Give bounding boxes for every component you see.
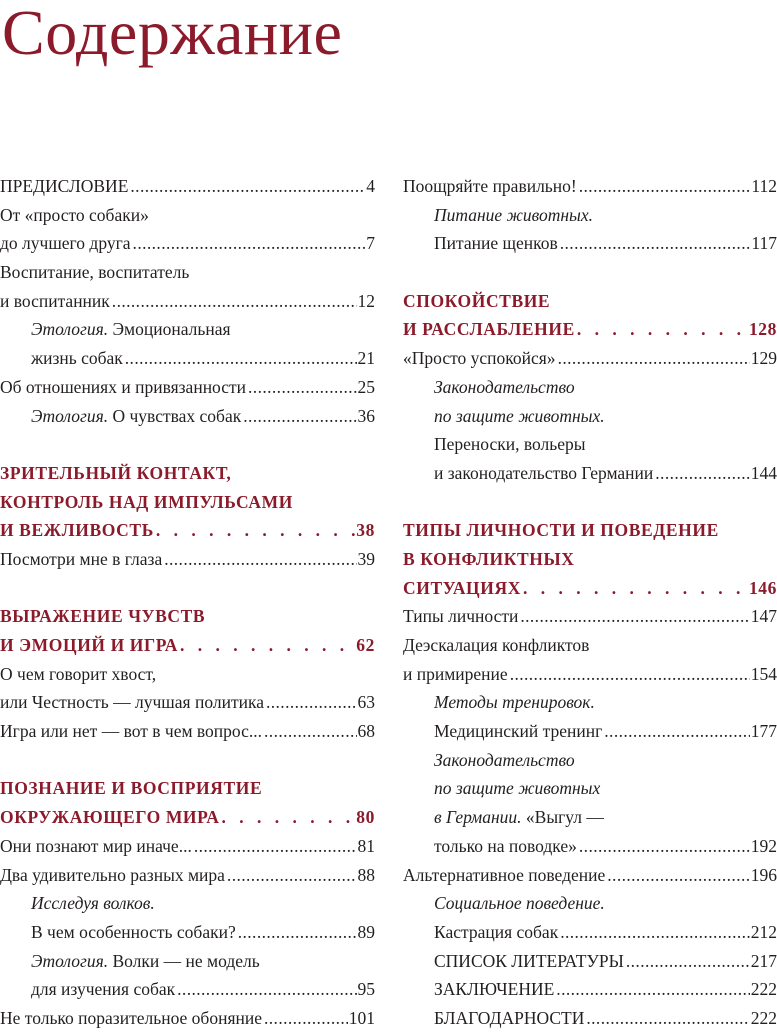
toc-left-column [0,172,375,1033]
toc-entry-label [434,201,593,230]
toc-entry-label [0,373,246,402]
toc-entry-italic-label: Питание животных. [434,204,594,225]
toc-entry-italic-label: Исследуя волков. [31,893,155,914]
toc-entry-italic-label: Законодательство [434,376,575,397]
toc-entry-text: Воспитание, воспитатель [0,262,190,283]
toc-entry[interactable] [0,918,375,947]
toc-entry-text: И ЭМОЦИЙ И ИГРА [0,635,179,655]
toc-section-heading[interactable] [403,315,777,344]
toc-entry-label [0,258,189,287]
toc-leader-dots [227,861,357,890]
toc-leader-dots [248,373,356,402]
toc-entry-text: «Выгул — [521,807,604,828]
toc-entry-text: ПРЕДИСЛОВИЕ [0,176,129,196]
toc-entry-italic-label: Этология. [31,950,109,971]
toc-page-number: 39 [357,548,375,569]
toc-entry-text: Игра или нет — вот в чем вопрос... [0,721,263,742]
toc-entry [403,373,777,402]
toc-page-number: 144 [750,462,777,483]
toc-entry [0,315,375,344]
toc-leader-dots [112,287,357,316]
toc-section-heading [403,545,777,574]
toc-entry[interactable] [403,918,777,947]
toc-section-heading [0,774,375,803]
toc-entry-text: Деэскалация конфликтов [403,635,590,655]
toc-entry-label [0,229,131,258]
toc-entry-text: ОКРУЖАЮЩЕГО МИРА [0,807,220,828]
toc-entry-text: Два удивительно разных мира [0,864,225,885]
toc-page-number: 89 [357,921,375,942]
toc-entry-italic-label: по защите животных. [434,405,605,426]
toc-entry-label [403,660,508,689]
toc-entry [0,947,375,976]
toc-entry-italic-label: по защите животных [434,778,601,799]
toc-entry-text: КОНТРОЛЬ НАД ИМПУЛЬСАМИ [0,491,293,512]
toc-entry [403,430,777,459]
toc-entry-label [0,1004,262,1033]
toc-entry-label [31,975,175,1004]
toc-leader-dots [125,344,357,373]
toc-page-number: 63 [357,692,375,713]
toc-leader-dots [194,832,357,861]
toc-section-heading [403,287,777,316]
toc-entry-label [434,402,605,431]
toc-leader-dots [579,832,750,861]
toc-entry-text: и законодательство Германии [434,462,654,483]
toc-entry-label [434,688,595,717]
toc-right-column [403,172,777,1033]
toc-leader-dots [164,545,356,574]
toc-entry-label [434,774,600,803]
toc-entry[interactable] [403,229,777,258]
toc-entry[interactable] [0,975,375,1004]
toc-entry-label [434,459,653,488]
toc-leader-dots [177,975,356,1004]
toc-entry-label [0,516,154,545]
toc-page-number: 95 [357,979,375,1000]
toc-entry[interactable] [403,602,777,631]
toc-entry-label [31,889,155,918]
toc-entry-text: Поощряйте правильно! [403,176,577,196]
toc-entry-label [0,201,149,230]
toc-leader-dots [243,402,356,431]
toc-entry [403,688,777,717]
toc-leader-dots [133,229,366,258]
toc-entry-label [434,947,624,976]
toc-leader-dots [556,975,749,1004]
toc-page-number: 154 [750,663,777,684]
toc-entry-text: «Просто успокойся» [403,348,556,369]
toc-entry-label [434,1004,584,1033]
toc-leader-dots [180,631,355,660]
toc-entry-text: И ВЕЖЛИВОСТЬ [0,520,154,541]
toc-entry-text: От «просто собаки» [0,204,149,225]
toc-entry [403,889,777,918]
toc-entry-text: ПОЗНАНИЕ И ВОСПРИЯТИЕ [0,778,263,799]
toc-entry-text: О чем говорит хвост, [0,663,157,684]
toc-section-heading [0,602,375,631]
toc-entry-text: ТИПЫ ЛИЧНОСТИ И ПОВЕДЕНИЕ [403,520,719,541]
toc-entry-label [403,172,577,201]
toc-spacer [0,746,375,775]
toc-entry-italic-label: Этология. [31,319,109,340]
toc-entry-label [434,373,575,402]
toc-entry-label [434,832,577,861]
toc-page-number: 25 [357,376,375,397]
toc-entry-label [403,574,521,603]
toc-entry-text: Не только поразительное обоняние [0,1007,262,1028]
toc-page-number: 217 [750,950,777,971]
toc-entry-label [31,402,241,431]
toc-entry-label [0,660,156,689]
toc-entry-italic-label: Методы тренировок. [434,692,595,713]
toc-leader-dots [510,660,750,689]
toc-page-number: 68 [357,721,375,742]
toc-page-number: 88 [357,864,375,885]
toc-page-number: 62 [356,635,375,655]
toc-entry-text: и воспитанник [0,290,110,311]
toc-section-heading[interactable] [0,516,375,545]
toc-leader-dots [586,1004,749,1033]
toc-entry-label [0,717,262,746]
toc-entry [403,803,777,832]
toc-entry-label [0,631,178,660]
toc-section-heading[interactable] [0,631,375,660]
toc-leader-dots [604,717,749,746]
toc-entry [0,889,375,918]
toc-entry-italic-label: Законодательство [434,749,575,770]
toc-entry[interactable] [403,660,777,689]
toc-entry[interactable] [403,1004,777,1033]
toc-leader-dots [655,459,749,488]
toc-entry [0,660,375,689]
toc-entry[interactable] [403,832,777,861]
toc-page-number: 112 [751,176,777,196]
toc-entry[interactable] [403,344,777,373]
toc-entry [403,631,777,660]
toc-entry-text: Об отношениях и привязанности [0,376,247,397]
toc-entry-label [403,287,550,316]
toc-entry[interactable] [403,861,777,890]
toc-page-number: 192 [750,835,777,856]
toc-entry-label [403,631,589,660]
toc-entry[interactable] [0,344,375,373]
toc-page-number: 177 [750,721,777,742]
toc-section-heading [0,459,375,488]
toc-entry-text: жизнь собак [31,348,123,369]
toc-leader-dots [264,717,356,746]
toc-leader-dots [523,574,748,603]
toc-entry[interactable] [0,717,375,746]
toc-leader-dots [264,1004,348,1033]
toc-entry [0,201,375,230]
toc-entry-label [434,746,575,775]
toc-page-number: 80 [356,807,375,828]
toc-entry-label [31,918,236,947]
toc-entry-label [0,832,192,861]
toc-entry-text: БЛАГОДАРНОСТИ [434,1007,585,1028]
toc-entry-text: Питание щенков [434,233,558,254]
toc-entry[interactable] [0,1004,375,1033]
toc-entry-text: Посмотри мне в глаза [0,548,163,569]
toc-page-number: 129 [750,348,777,369]
toc-entry-label [0,861,225,890]
toc-entry-text: для изучения собак [31,979,176,1000]
toc-entry-italic-label: Социальное поведение. [434,893,605,914]
toc-leader-dots [221,803,355,832]
toc-spacer [0,430,375,459]
toc-page-number: 12 [357,290,375,311]
toc-entry[interactable] [403,172,777,201]
toc-entry-label [403,602,518,631]
toc-page-number: 101 [348,1007,375,1028]
toc-entry-text: и примирение [403,663,508,684]
toc-entry-label [434,229,558,258]
toc-entry-italic-label: Этология. [31,405,109,426]
toc-entry-text: Типы личности [403,606,519,627]
toc-entry-text: Эмоциональная [108,319,231,340]
toc-entry-text: Кастрация собак [434,921,559,942]
toc-page-number: 117 [751,233,777,254]
toc-page-number: 222 [750,979,777,1000]
toc-entry [403,774,777,803]
toc-entry-label [0,688,264,717]
toc-entry-text: СПОКОЙСТВИЕ [403,290,551,311]
toc-leader-dots [558,344,750,373]
toc-page-number: 128 [748,319,777,340]
toc-entry-text: ЗРИТЕЛЬНЫЙ КОНТАКТ, [0,462,232,483]
toc-entry[interactable] [0,832,375,861]
toc-entry-label [403,545,575,574]
toc-entry [403,201,777,230]
toc-page-number: 21 [357,348,375,369]
toc-entry[interactable] [0,229,375,258]
toc-page-number: 212 [750,921,777,942]
toc-entry-label [403,516,719,545]
toc-entry-label [434,430,586,459]
toc-leader-dots [266,688,357,717]
toc-spacer [0,574,375,603]
toc-entry-label [0,172,128,201]
toc-entry-label [31,315,231,344]
toc-entry-text: Переноски, вольеры [434,434,586,455]
toc-leader-dots [520,602,749,631]
toc-entry-text: или Честность — лучшая политика [0,692,264,713]
toc-entry-label [0,488,293,517]
toc-entry-text: СИТУАЦИЯХ [403,577,521,598]
toc-entry-label [403,861,605,890]
toc-entry-label [434,918,558,947]
toc-page-number: 36 [357,405,375,426]
toc-leader-dots [560,229,751,258]
toc-entry[interactable] [403,717,777,746]
toc-entry [403,402,777,431]
toc-entry-label [434,975,554,1004]
toc-entry-text: Альтернативное поведение [403,864,606,885]
toc-leader-dots [238,918,357,947]
toc-leader-dots [156,516,355,545]
toc-entry-text: до лучшего друга [0,233,131,254]
toc-entry-label [0,287,110,316]
toc-entry-italic-label: в Германии. [434,807,522,828]
toc-spacer [403,258,777,287]
toc-leader-dots [607,861,749,890]
toc-entry[interactable] [0,172,375,201]
toc-entry-label [0,545,162,574]
toc-entry[interactable] [0,287,375,316]
toc-page-number: 146 [748,577,777,598]
toc-entry-label [31,344,123,373]
toc-entry-text: В КОНФЛИКТНЫХ [403,548,575,569]
toc-entry-label [31,947,260,976]
toc-entry [0,258,375,287]
toc-section-heading[interactable] [0,803,375,832]
toc-section-heading [0,488,375,517]
toc-entry-text: СПИСОК ЛИТЕРАТУРЫ [434,950,624,971]
toc-entry[interactable] [0,402,375,431]
toc-page-number: 147 [750,606,777,627]
toc-section-heading[interactable] [403,574,777,603]
toc-leader-dots [560,918,750,947]
toc-entry-text: ВЫРАЖЕНИЕ ЧУВСТВ [0,606,206,627]
toc-entry-label [403,344,556,373]
toc-page-number: 222 [750,1007,777,1028]
toc-entry[interactable] [0,545,375,574]
toc-entry[interactable] [403,459,777,488]
toc-entry-label [0,602,205,631]
toc-entry-label [0,459,231,488]
toc-entry[interactable] [0,688,375,717]
toc-page-number: 38 [356,520,375,541]
toc-entry-label [0,774,262,803]
toc-entry-label [434,803,604,832]
toc-entry-label [403,315,575,344]
toc-leader-dots [579,172,751,201]
toc-entry[interactable] [403,947,777,976]
toc-entry[interactable] [403,975,777,1004]
toc-entry [403,746,777,775]
toc-spacer [403,488,777,517]
toc-leader-dots [130,172,365,201]
toc-entry[interactable] [0,373,375,402]
toc-entry-label [434,717,602,746]
toc-entry-text: В чем особенность собаки? [31,921,236,942]
toc-entry-text: Они познают мир иначе... [0,835,192,856]
toc-entry-text: ЗАКЛЮЧЕНИЕ [434,979,555,1000]
toc-leader-dots [577,315,748,344]
toc-entry-text: только на поводке» [434,835,577,856]
toc-entry-text: О чувствах собак [108,405,242,426]
toc-page-number: 4 [366,176,375,196]
toc-entry-label [0,803,219,832]
toc-page-number: 81 [357,835,375,856]
toc-entry[interactable] [0,861,375,890]
toc-leader-dots [626,947,750,976]
toc-section-heading [403,516,777,545]
toc-entry-text: И РАССЛАБЛЕНИЕ [403,319,575,340]
toc-page-number: 196 [750,864,777,885]
page-title: Содержание [2,0,343,68]
toc-entry-text: Медицинский тренинг [434,721,603,742]
toc-entry-label [434,889,605,918]
toc-entry-text: Волки — не модель [108,950,260,971]
toc-page-number: 7 [366,233,375,254]
